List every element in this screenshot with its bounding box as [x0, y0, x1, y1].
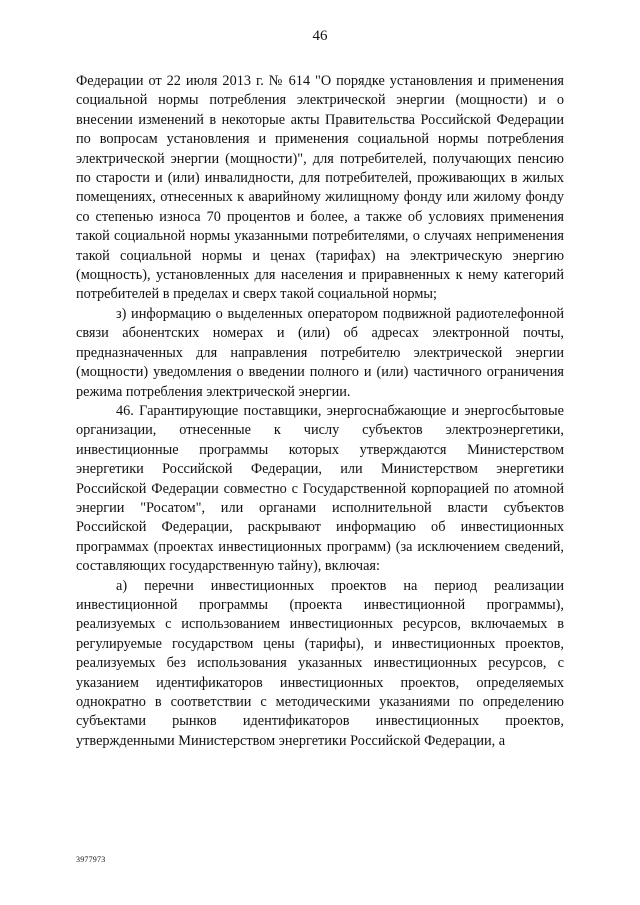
- page-number: 46: [312, 28, 328, 44]
- paragraph-item-a: а) перечни инвестиционных проектов на период реализации инвестиционной программы (проекта инвестиционной программы), реализуемых с использованием инвестиционных ресурсов, включаемых в регулируемые государством цены (тарифы), и инвестиционных проектов, реализуемых без использования указанных инвестиционных ресурсов, с указанием идентификаторов инвестиционных проектов, определяемых однократно в соответствии с методическими указаниями по определению субъектами рынков идентификаторов инвестиционных проектов, утвержденными Министерством энергетики Российской Федерации, а: [76, 577, 564, 749]
- document-body: [76, 72, 564, 751]
- paragraph-continuation: Федерации от 22 июля 2013 г. № 614 "О порядке установления и применения социальной нормы потребления электрической энергии (мощности) и о внесении изменений в некоторые акты Правительства Российской Федерации по вопросам установления и применения социальной нормы потребления электрической энергии (мощности)", для потребителей, получающих пенсию по старости и (или) инвалидности, для потребителей, проживающих в жилых помещениях, отнесенных к аварийному жилищному фонду или жилому фонду со степенью износа 70 процентов и более, а также об условиях применения такой социальной нормы указанными потребителями, о случаях неприменения такой социальной нормы и ценах (тарифах) на электрическую энергию (мощность), установленных для населения и приравненных к нему категорий потребителей в пределах и сверх такой социальной нормы;: [76, 73, 564, 303]
- paragraph-item-z: з) информацию о выделенных оператором подвижной радиотелефонной связи абонентских номерах и (или) об адресах электронной почты, предназначенных для направления потребителю электрической энергии (мощности) уведомления о введении полного и (или) частичного ограничения режима потребления электрической энергии.: [76, 305, 564, 400]
- paragraph-46: 46. Гарантирующие поставщики, энергоснабжающие и энергосбытовые организации, отнесенные к числу субъектов электроэнергетики, инвестиционные программы которых утверждаются Министерством энергетики Российской Федерации, или Министерством энергетики Российской Федерации совместно с Государственной корпорацией по атомной энергии "Росатом", или органами исполнительной власти субъектов Российской Федерации, раскрывают информацию об инвестиционных программах (проектах инвестиционных программ) (за исключением сведений, составляющих государственную тайну), включая:: [76, 402, 564, 575]
- footer-document-code: 3977973: [76, 855, 106, 864]
